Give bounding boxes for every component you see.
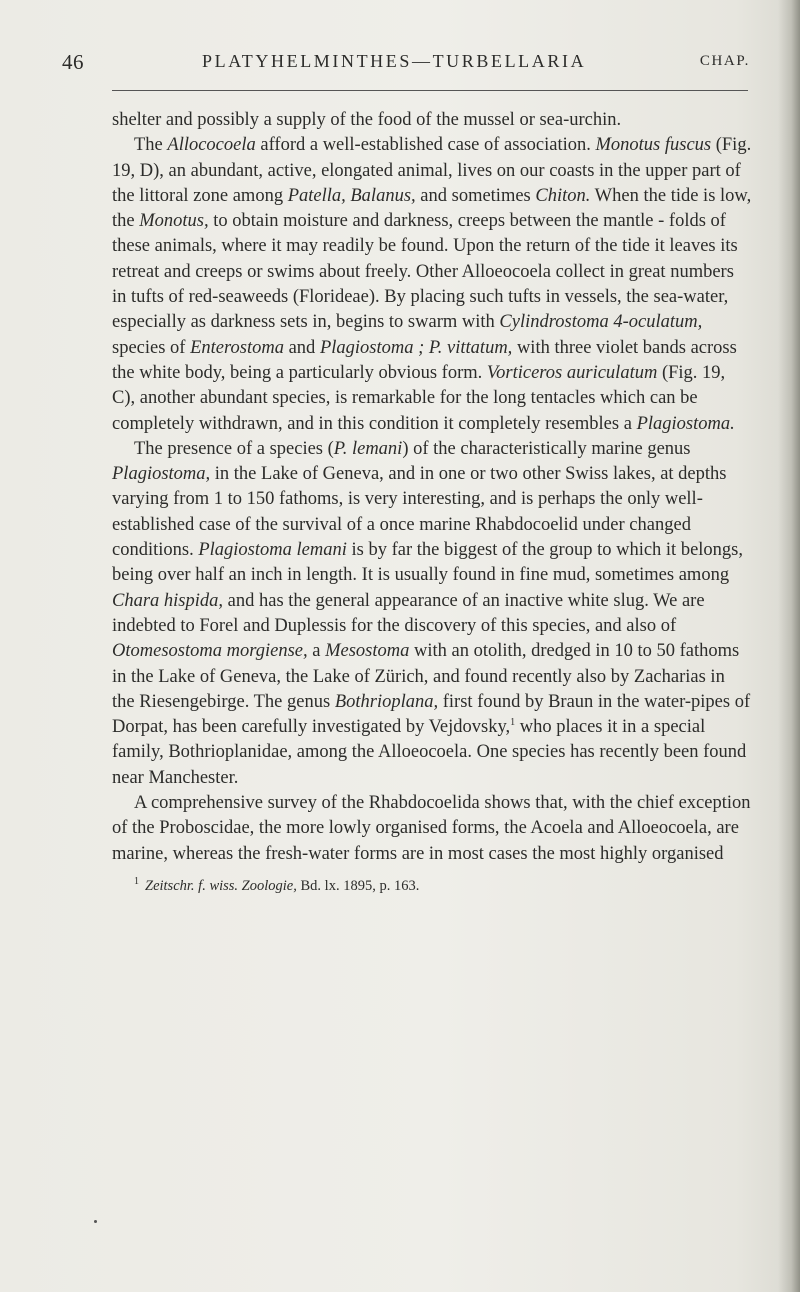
italic-term: Enterostoma: [190, 337, 284, 358]
text-run: When the tide is low, the: [112, 185, 752, 232]
body-text: [112, 108, 752, 867]
text-run: species of: [112, 337, 191, 358]
text-run: shelter and possibly a supply of the food of the mussel or sea-urchin.: [112, 110, 622, 130]
page-edge-shadow: [778, 0, 800, 1292]
paragraph: [112, 437, 752, 791]
margin-dot: [94, 1220, 97, 1223]
text-run: (Fig. 19, C), another abundant species, is remarkable for the long tentacles which can be completely withdrawn, and in this condition it completely resembles a: [112, 362, 726, 434]
italic-term: Monotus fuscus: [595, 135, 712, 156]
paragraph: [112, 108, 752, 133]
italic-term: Plagiostoma.: [636, 413, 735, 434]
text-run: with an otolith, dredged in 10 to 50 fathoms in the Lake of Geneva, the Lake of Zürich, and found recently also by Zacharias in the Riesengebirge. The genus: [112, 641, 740, 712]
text-run: and has the general appearance of an inactive white slug. We are indebted to Forel and Duplessis for the discovery of this species, and also of: [112, 590, 705, 636]
italic-term: Chara hispida,: [112, 590, 224, 611]
text-run: The: [134, 135, 168, 156]
italic-term: Bothrioplana,: [334, 691, 439, 712]
text-run: afford a well-established case of association.: [255, 135, 596, 156]
page-number: 46: [62, 50, 84, 74]
running-header: [62, 50, 750, 84]
text-run: who places it in a special family, Bothrioplanidae, among the Alloeocoela. One species has recently been found near Manchester.: [112, 717, 747, 788]
footnote: [134, 873, 744, 895]
footnote-ref: 1: [510, 716, 516, 728]
running-title: PLATYHELMINTHES—TURBELLARIA: [202, 51, 587, 71]
italic-term: P. lemani: [333, 438, 403, 459]
text-run: ) of the characteristically marine genus: [402, 438, 691, 459]
italic-term: Plagiostoma ; P. vittatum,: [319, 337, 513, 358]
text-run: in the Lake of Geneva, and in one or two other Swiss lakes, at depths varying from 1 to 150 fathoms, is very interesting, and is perhaps the only well-established case of the survival of a once marine Rhabdocoelid under changed conditions.: [112, 464, 727, 561]
text-run: (Fig. 19, D), an abundant, active, elongated animal, lives on our coasts in the upper part of the littoral zone among: [112, 135, 752, 206]
header-rule: [112, 90, 748, 91]
footnote-detail: Bd. lx. 1895, p. 163.: [296, 877, 420, 894]
footnote-source: Zeitschr. f. wiss. Zoologie,: [145, 877, 297, 894]
italic-term: Chiton.: [535, 185, 591, 206]
text-run: is by far the biggest of the group to which it belongs, being over half an inch in length. It is usually found in fine mud, sometimes among: [112, 540, 744, 586]
italic-term: Mesostoma: [325, 641, 410, 662]
text-run: and sometimes: [415, 185, 536, 206]
text-run: A comprehensive survey of the Rhabdocoelida shows that, with the chief exception of the Proboscidae, the more lowly organised forms, the Acoela and Alloeocoela, are marine, whereas the fresh-water forms are in most cases the most highly organised: [112, 793, 751, 864]
text-run: to obtain moisture and darkness, creeps between the mantle - folds of these animals, where it may readily be found. Upon the return of the tide it leaves its retreat and creeps or swims about freely. Other Alloeocoela collect in great numbers in tufts of red-seaweeds (Florideae). By placing such tufts in vessels, the sea-water, especially as darkness sets in, begins to swarm with: [112, 211, 738, 333]
italic-term: Cylindrostoma 4-oculatum,: [499, 312, 703, 333]
italic-term: Allococoela: [167, 135, 256, 156]
text-run: and: [283, 337, 320, 358]
paragraph: [112, 133, 752, 437]
italic-term: Monotus,: [139, 211, 209, 232]
paragraph: [112, 791, 752, 867]
text-run: with three violet bands across the white body, being a particularly obvious form.: [112, 337, 737, 383]
italic-term: Plagiostoma,: [112, 464, 211, 485]
text-run: a: [307, 641, 326, 662]
italic-term: Otomesostoma morgiense,: [112, 641, 308, 662]
text-run: first found by Braun in the water-pipes of Dorpat, has been carefully investigated by Vejdovsky,: [112, 691, 751, 738]
footnote-mark: 1: [134, 876, 139, 887]
italic-term: Patella, Balanus,: [287, 185, 416, 206]
chapter-label: CHAP.: [699, 53, 750, 69]
italic-term: Vorticeros auriculatum: [486, 362, 658, 383]
italic-term: Plagiostoma lemani: [198, 540, 347, 561]
text-run: The presence of a species (: [134, 438, 334, 459]
